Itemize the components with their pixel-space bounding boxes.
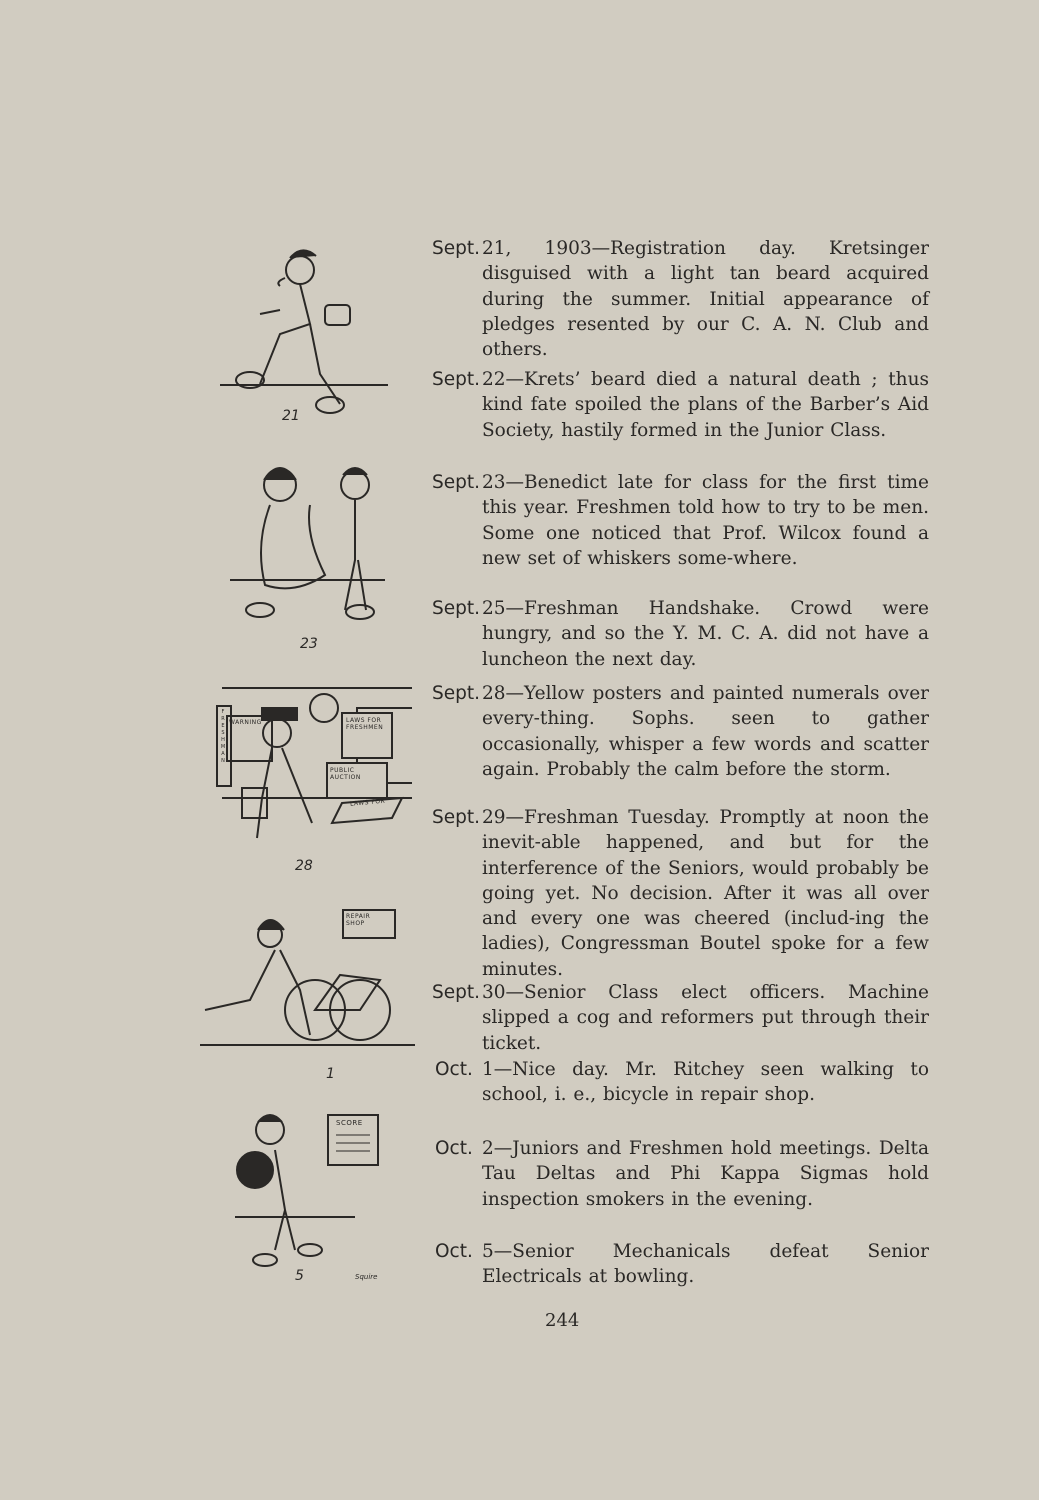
cartoon-caption: 23	[300, 636, 318, 652]
entry-date-label: Oct.	[435, 1138, 473, 1159]
entry-date-label: Sept.	[432, 369, 481, 390]
diary-entry	[435, 1057, 929, 1108]
page-number: 244	[545, 1310, 580, 1331]
entry-text: 25—Freshman Handshake. Crowd were hungry, and so the Y. M. C. A. did not have a luncheon the next day.	[482, 598, 929, 670]
cartoon-caption: 21	[282, 408, 300, 424]
entry-text: 1—Nice day. Mr. Ritchey seen walking to school, i. e., bicycle in repair shop.	[482, 1059, 929, 1106]
score-sign-text: SCORE	[336, 1119, 363, 1127]
repair-shop-sign-text: REPAIR SHOP	[346, 913, 371, 927]
entry-text: 21, 1903—Registration day. Kretsinger disguised with a light tan beard acquired during the summer. Initial appearance of pledges resented by our C. A. N. Club and others.	[482, 238, 929, 361]
entry-date-label: Sept.	[432, 238, 481, 259]
entry-text: 5—Senior Mechanicals defeat Senior Electricals at bowling.	[482, 1241, 929, 1288]
diary-entry	[432, 805, 929, 982]
cartoon-bicycle-man	[200, 905, 420, 1055]
public-auction-sign-text: PUBLIC AUCTION	[330, 767, 361, 781]
diary-entry	[432, 681, 929, 782]
artist-signature: Squire	[355, 1273, 378, 1281]
laws-for-freshmen-sign-text: LAWS FOR FRESHMEN	[346, 717, 384, 731]
diary-entry	[432, 596, 929, 672]
laws-for-ground-sign-text: LAWS FOR	[349, 797, 386, 808]
entry-text: 29—Freshman Tuesday. Promptly at noon the inevit-able happened, and but for the interference of the Seniors, would probably be going yet. No decision. After it was all over and every one was cheered (includ-ing the ladies), Congressman Boutel spoke for a few minutes.	[482, 807, 929, 980]
entry-text: 30—Senior Class elect officers. Machine slipped a cog and reformers put through their ticket.	[482, 982, 929, 1054]
cartoon-bowler	[230, 1110, 380, 1270]
entry-text: 22—Krets’ beard died a natural death ; thus kind fate spoiled the plans of the Barber’s Aid Society, hastily formed in the Junior Class.	[482, 369, 929, 441]
cartoon-couple	[230, 460, 390, 630]
cartoon-caption: 28	[295, 858, 313, 874]
entry-date-label: Sept.	[432, 807, 481, 828]
entry-date-label: Oct.	[435, 1059, 473, 1080]
entry-date-label: Oct.	[435, 1241, 473, 1262]
entry-date-label: Sept.	[432, 472, 481, 493]
freshman-sign-text: FRESHMAN	[220, 709, 226, 765]
cartoon-poster-man	[212, 678, 412, 848]
diary-entry	[432, 470, 929, 571]
entry-text: 23—Benedict late for class for the first time this year. Freshmen told how to try to be men. Some one noticed that Prof. Wilcox found a new set of whiskers some-where.	[482, 472, 929, 569]
warning-sign-text: WARNING	[229, 719, 262, 726]
entry-date-label: Sept.	[432, 683, 481, 704]
entry-text: 28—Yellow posters and painted numerals over every-thing. Sophs. seen to gather occasionally, whisper a few words and scatter again. Probably the calm before the storm.	[482, 683, 929, 780]
diary-entry	[435, 1136, 929, 1212]
diary-entry	[432, 236, 929, 362]
cartoon-caption: 5	[295, 1268, 304, 1284]
diary-entry	[432, 980, 929, 1056]
cartoon-caption: 1	[326, 1066, 335, 1082]
cartoon-walking-man	[220, 240, 390, 430]
entry-date-label: Sept.	[432, 982, 481, 1003]
diary-entry	[435, 1239, 929, 1290]
diary-entry	[432, 367, 929, 443]
entry-date-label: Sept.	[432, 598, 481, 619]
entry-text: 2—Juniors and Freshmen hold meetings. Delta Tau Deltas and Phi Kappa Sigmas hold inspection smokers in the evening.	[482, 1138, 929, 1210]
